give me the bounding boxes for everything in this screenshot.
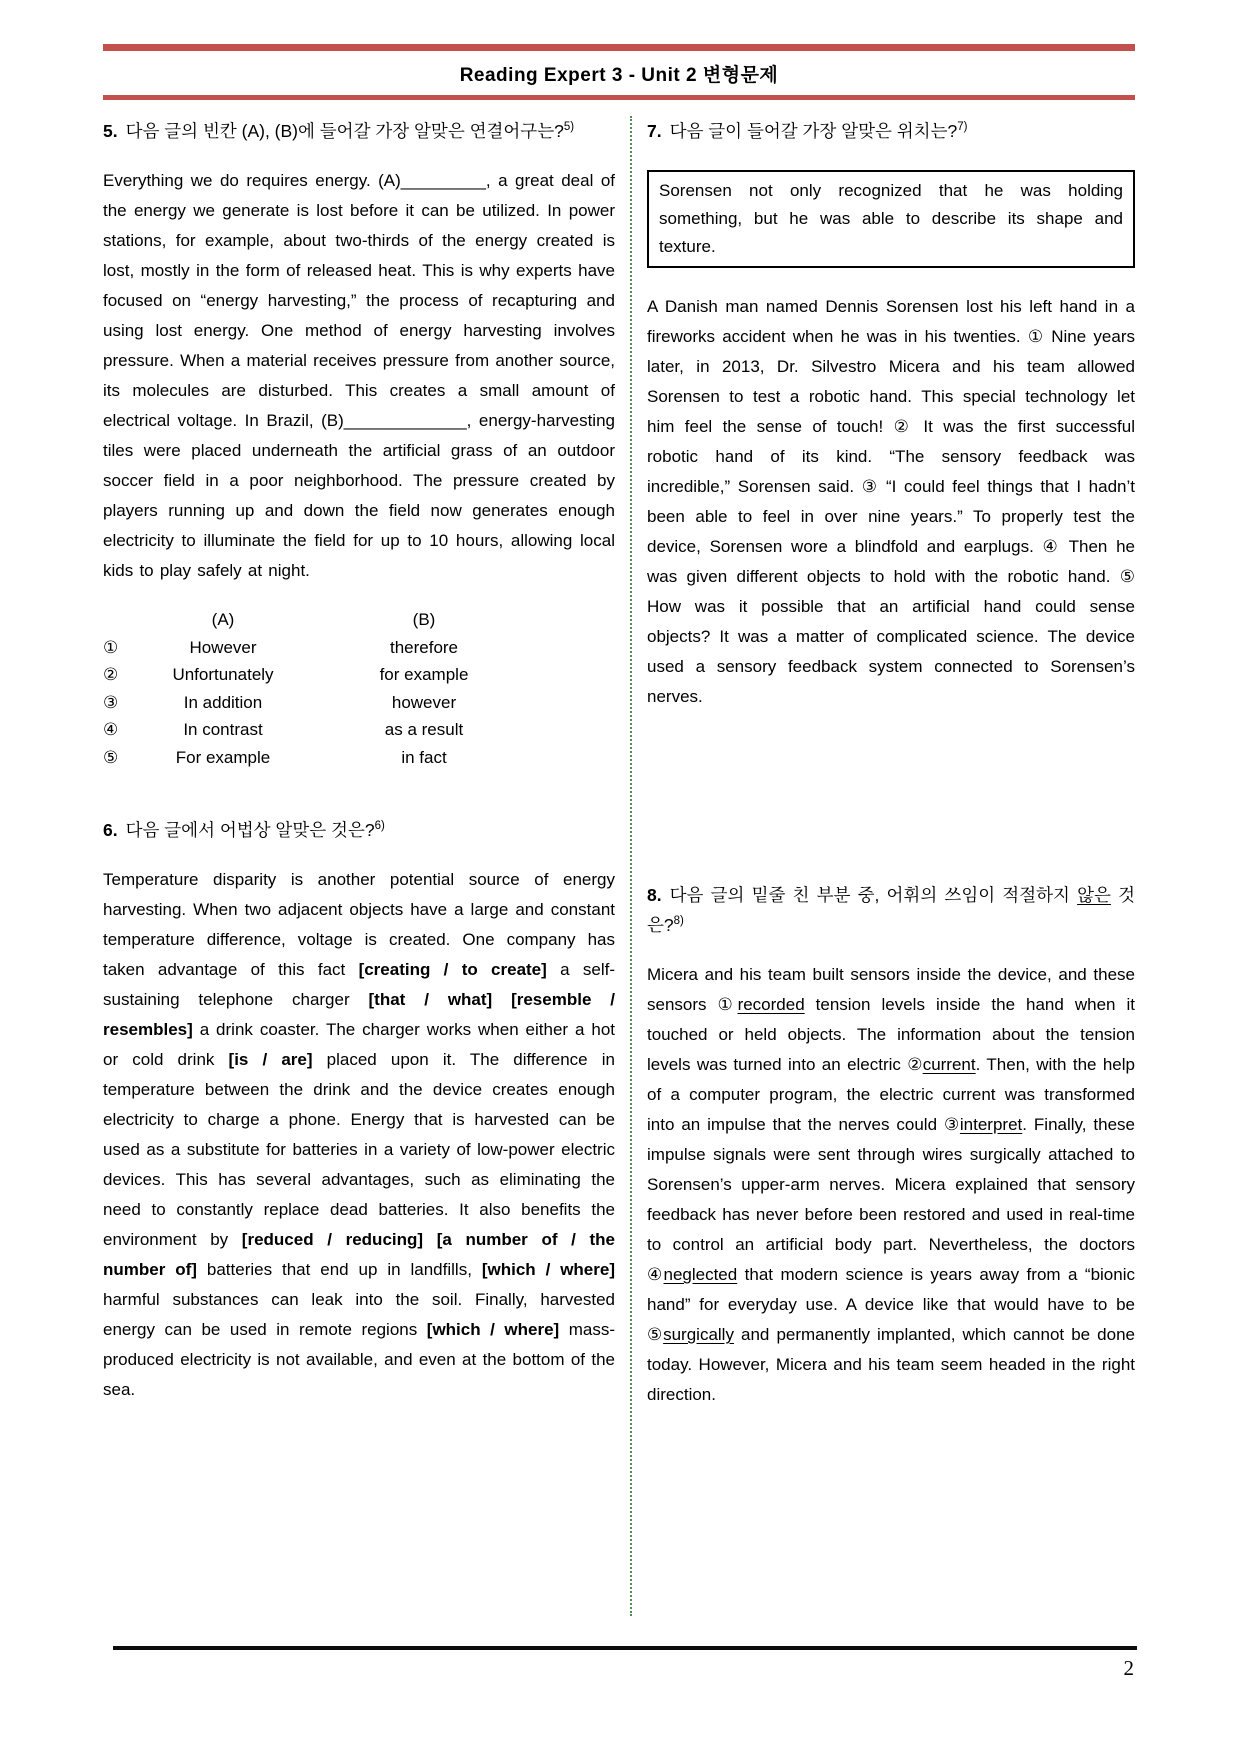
question-7 bbox=[647, 116, 1135, 712]
question-8 bbox=[647, 880, 1135, 1410]
question-5-number: 5. bbox=[103, 121, 118, 141]
question-6-passage: Temperature disparity is another potential source of energy harvesting. When two adjacent objects have a large and constant temperature difference, voltage is created. One company has taken advantage of this fact [creating / to create] a self-sustaining telephone charger [that / what] [resemble / resembles] a drink coaster. The charger works when either a hot or cold drink [is / are] placed upon it. The difference in temperature between the drink and the device creates enough electricity to charge a phone. Energy that is harvested can be used as a substitute for batteries in a variety of low-power electric devices. This has several advantages, such as eliminating the need to constantly replace dead batteries. It also benefits the environment by [reduced / reducing] [a number of / the number of] batteries that end up in landfills, [which / where] harmful substances can leak into the soil. Finally, harvested energy can be used in remote regions [which / where] mass-produced electricity is not available, and even at the bottom of the sea. bbox=[103, 870, 616, 1399]
question-5-passage: Everything we do requires energy. (A)_________, a great deal of the energy we generate is lost before it can be utilized. In power stations, for example, about two-thirds of the energy created is lost, mostly in the form of released heat. This is why experts have focused on “energy harvesting,” the process of recapturing and using lost energy. One method of energy harvesting involves pressure. When a material receives pressure from another source, its molecules are disturbed. This creates a small amount of electrical voltage. In Brazil, (B)_____________, energy-harvesting tiles were placed underneath the artificial grass of an outdoor soccer field in a poor neighborhood. The pressure created by players running up and down the field now generates enough electricity to illuminate the field for up to 10 hours, allowing local kids to play safely at night. bbox=[103, 171, 615, 580]
question-8-number: 8. bbox=[647, 885, 662, 905]
question-6-title bbox=[103, 815, 615, 845]
page-header bbox=[103, 44, 1135, 100]
question-6-number: 6. bbox=[103, 820, 118, 840]
option-a-value: In contrast bbox=[183, 720, 263, 739]
question-5-options bbox=[103, 606, 615, 771]
options-header-row bbox=[103, 606, 615, 634]
option-row bbox=[103, 689, 615, 717]
page-number: 2 bbox=[1123, 1656, 1134, 1680]
option-b-value: for example bbox=[379, 665, 469, 684]
question-8-title bbox=[647, 880, 1135, 940]
column-divider bbox=[630, 116, 632, 1616]
question-5 bbox=[103, 116, 615, 771]
question-8-passage: Micera and his team built sensors inside the device, and these sensors ①recorded tension levels inside the hand when it touched or held objects. The information about the tension levels was turned into an electric ②current. Then, with the help of a computer program, the electric current was transformed into an impulse that the nerves could ③interpret. Finally, these impulse signals were sent through wires surgically attached to Sorensen’s upper-arm nerves. Micera explained that sensory feedback has never before been restored and used in real-time to control an artificial body part. Nevertheless, the doctors ④neglected that modern science is years away from a “bionic hand” for everyday use. A device like that would have to be ⑤surgically and permanently implanted, which cannot be done today. However, Micera and his team seem headed in the right direction. bbox=[647, 965, 1135, 1404]
option-number: ③ bbox=[103, 692, 119, 712]
option-b-value: as a result bbox=[384, 720, 464, 739]
options-header-b: (B) bbox=[412, 610, 436, 629]
header-rule-top bbox=[103, 44, 1135, 51]
option-row bbox=[103, 634, 615, 662]
header-rule-bottom bbox=[103, 95, 1135, 100]
option-b-value: therefore bbox=[389, 637, 459, 657]
footnote-marker: 6) bbox=[374, 820, 385, 833]
options-header-spacer bbox=[103, 606, 137, 634]
document-title: Reading Expert 3 - Unit 2 변형문제 bbox=[459, 65, 779, 86]
option-a-value: In addition bbox=[183, 692, 263, 712]
options-header-a: (A) bbox=[211, 610, 235, 629]
question-6-text: 다음 글에서 어법상 알맞은 것은? bbox=[125, 820, 375, 840]
content-columns bbox=[103, 116, 1135, 1632]
question-7-title bbox=[647, 116, 1135, 146]
option-a-value: Unfortunately bbox=[172, 665, 274, 684]
right-column bbox=[647, 116, 1135, 1632]
left-column bbox=[103, 116, 615, 1632]
question-6 bbox=[103, 815, 615, 1405]
question-5-text: 다음 글의 빈칸 (A), (B)에 들어갈 가장 알맞은 연결어구는? bbox=[125, 121, 564, 141]
question-5-title bbox=[103, 116, 615, 146]
option-row bbox=[103, 716, 615, 744]
question-7-text: 다음 글이 들어갈 가장 알맞은 위치는? bbox=[669, 121, 958, 141]
option-number: ② bbox=[103, 665, 119, 684]
question-7-quote-box: Sorensen not only recognized that he was holding something, but he was able to describe its shape and texture. bbox=[647, 170, 1135, 268]
option-row bbox=[103, 661, 615, 689]
footnote-marker: 7) bbox=[957, 121, 968, 134]
question-7-passage: A Danish man named Dennis Sorensen lost his left hand in a fireworks accident when he was in his twenties. ① Nine years later, in 2013, Dr. Silvestro Micera and his team allowed Sorensen to test a robotic hand. This special technology let him feel the sense of touch! ② It was the first successful robotic hand of its kind. “The sensory feedback was incredible,” Sorensen said. ③ “I could feel things that I hadn’t been able to feel in over nine years.” To properly test the device, Sorensen wore a blindfold and earplugs. ④ Then he was given different objects to hold with the robotic hand. ⑤ How was it possible that an artificial hand could sense objects? It was a matter of complicated science. The device used a sensory feedback system connected to Sorensen’s nerves. bbox=[647, 297, 1135, 706]
option-row bbox=[103, 744, 615, 772]
option-number: ④ bbox=[103, 720, 119, 739]
option-number: ⑤ bbox=[103, 747, 119, 767]
option-b-value: however bbox=[391, 692, 457, 712]
option-number: ① bbox=[103, 637, 119, 657]
option-a-value: However bbox=[189, 637, 257, 657]
option-a-value: For example bbox=[175, 747, 271, 767]
footer-rule bbox=[113, 1646, 1137, 1650]
option-b-value: in fact bbox=[401, 747, 447, 767]
footnote-marker: 8) bbox=[673, 915, 684, 928]
question-8-text: 다음 글의 밑줄 친 부분 중, 어휘의 쓰임이 적절하지 않은 것은? bbox=[647, 885, 1135, 935]
question-7-number: 7. bbox=[647, 121, 662, 141]
footnote-marker: 5) bbox=[563, 121, 575, 134]
